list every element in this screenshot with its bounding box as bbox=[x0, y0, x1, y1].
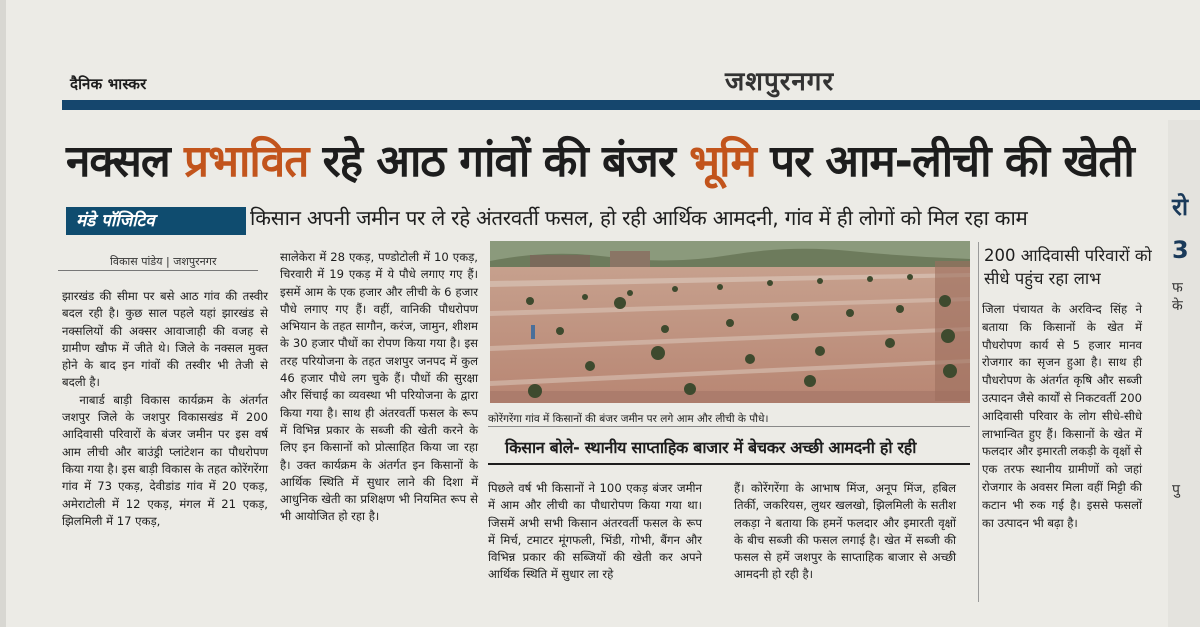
subheading-rule bbox=[488, 463, 970, 465]
edge-fragment: के bbox=[1172, 298, 1183, 314]
paragraph: जिला पंचायत के अरविन्द सिंह ने बताया कि किसानों के खेत में पौधरोपण कार्य से 5 हजार मानव रोजगार का सृजन हुआ है। साथ ही पौधरोपण के अंतर्गत कृषि और सब्जी उत्पादन जैसे कार्यों से निकटवर्ती 200 आदिवासी परिवार के लोग सीधे-सीधे लाभान्वित हुए हैं। किसानों के खेत में फलदार और इमारती लकड़ी के वृक्षों से एक तरफ स्थानीय ग्रामीणों को जहां रोजगार के अवसर मिला वहीं मिट्टी की कटान भी रुक गई है। इससे फसलों का उत्पादन भी बढ़ा है। bbox=[982, 302, 1142, 530]
paragraph: नाबार्ड बाड़ी विकास कार्यक्रम के अंतर्गत जशपुर जिले के जशपुर विकासखंड में 200 आदिवासी परिवारों के बंजर जमीन पर इस वर्ष आम लीची और बाउंड्री प्लांटेशन का पौधरोपण किया गया है। इस बाड़ी विकास के तहत कोरेंगरेंगा गांव में 73 एकड़, देवीडांड गांव में 20 एकड़, अमेराटोली में 12 एकड़, मंगल में 21 एकड़, झिलमिली में 17 एकड़, bbox=[62, 392, 268, 528]
paragraph: झारखंड की सीमा पर बसे आठ गांव की तस्वीर बदल रही है। कुछ साल पहले यहां झारखंड से नक्सलियों की अक्सर आवाजाही की वजह से ग्रामीण खौफ में जीते थे। जिले के नक्सल मुक्त होने के बाद इन गांवों की तस्वीर भी तेजी से बदली है। bbox=[62, 289, 268, 390]
farm-photo bbox=[490, 241, 970, 403]
caption-rule bbox=[488, 426, 970, 427]
article-column-4 bbox=[734, 480, 956, 584]
paragraph: हैं। कोरेंगरेंगा के आभाष मिंज, अनूप मिंज, हबिल तिर्की, जकरियस, लुथर खलखो, झिलमिली के सतीश लकड़ा ने बताया कि हमनें फलदार और इमारती वृक्षों के बीच सब्जी की फसल लगाई है। खेत में सब्जी की फसल से हमें जशपुर के साप्ताहिक बाजार से अच्छी आमदनी हो रही है। bbox=[734, 481, 956, 582]
edge-fragment: 3 bbox=[1172, 236, 1189, 264]
page-left-edge bbox=[0, 0, 6, 627]
adjacent-page-edge bbox=[1168, 120, 1200, 627]
article-column-1 bbox=[62, 288, 268, 530]
photo-caption: कोरेंगरेंगा गांव में किसानों की बंजर जमीन पर लगे आम और लीची के पौधे। bbox=[488, 413, 769, 425]
sidebar-column bbox=[982, 301, 1142, 532]
byline-rule bbox=[58, 270, 258, 271]
main-headline bbox=[66, 138, 1134, 186]
paragraph: सालेकेरा में 28 एकड़, पण्डोटोली में 10 एकड़, चिरवारी में 19 एकड़ में ये पौधे लगाए गए हैं। इसमें आम के एक हजार और लीची के 6 हजार पौधे लगाए गए हैं। वहीं, वानिकी पौधरोपण अभियान के तहत सागौन, करंज, जामुन, शीशम के 30 हजार पौधों का रोपण किया गया है। इस तरह परियोजना के तहत जशपुर जनपद में कुल 46 हजार पौधे लग चुके हैं। पौधों की सुरक्षा और सिंचाई का व्यवस्था भी परियोजना के द्वारा किया गया है। साथ ही अंतरवर्ती फसल के रूप में विभिन्न प्रकार के सब्जी की खेती करने के लिए इन किसानों को प्रोत्साहित किया जा रहा है। उक्त कार्यक्रम के अंतर्गत इन किसानों के आर्थिक स्थिति में सुधार लाने की दिशा में आधुनिक खेती का प्रशिक्षण भी नियमित रूप से भी आयोजित हो रहा है। bbox=[280, 250, 478, 524]
edge-fragment: रो bbox=[1172, 193, 1189, 221]
headline-part-1: नक्सल bbox=[66, 136, 185, 187]
headline-part-2: रहे आठ गांवों की बंजर bbox=[308, 136, 690, 187]
edition-city: जशपुरनगर bbox=[725, 67, 835, 97]
newspaper-brand: दैनिक भास्कर bbox=[70, 75, 147, 93]
sidebar-heading: 200 आदिवासी परिवारों को सीधे पहुंच रहा लाभ bbox=[984, 246, 1152, 288]
sidebar-divider bbox=[978, 242, 979, 602]
sub-headline: किसान अपनी जमीन पर ले रहे अंतरवर्ती फसल, हो रही आर्थिक आमदनी, गांव में ही लोगों को मिल रहा काम bbox=[250, 206, 1028, 230]
edge-fragment: पु bbox=[1172, 482, 1180, 498]
headline-part-3: पर आम-लीची की खेती bbox=[755, 136, 1134, 187]
section-badge-tab bbox=[236, 207, 246, 235]
masthead-rule bbox=[62, 100, 1200, 110]
article-column-3 bbox=[488, 480, 702, 584]
article-column-2 bbox=[280, 249, 478, 526]
headline-highlight-1: प्रभावित bbox=[184, 136, 309, 187]
section-badge: मंडे पॉजिटिव bbox=[66, 207, 236, 235]
byline: विकास पांडेय | जशपुरनगर bbox=[110, 255, 217, 268]
farmers-subheading: किसान बोले- स्थानीय साप्ताहिक बाजार में बेचकर अच्छी आमदनी हो रही bbox=[505, 438, 917, 457]
headline-highlight-2: भूमि bbox=[689, 136, 756, 187]
edge-fragment: फ bbox=[1172, 280, 1183, 296]
paragraph: पिछले वर्ष भी किसानों ने 100 एकड़ बंजर जमीन में आम और लीची का पौधारोपण किया गया था। जिसमें अभी सभी किसान अंतरवर्ती फसल के रूप में मिर्च, टमाटर मूंगफली, भिंडी, गोभी, बैंगन और विभिन्न प्रकार की सब्जियों की खेती कर अपने आर्थिक स्थिति में सुधार ला रहे bbox=[488, 481, 702, 582]
